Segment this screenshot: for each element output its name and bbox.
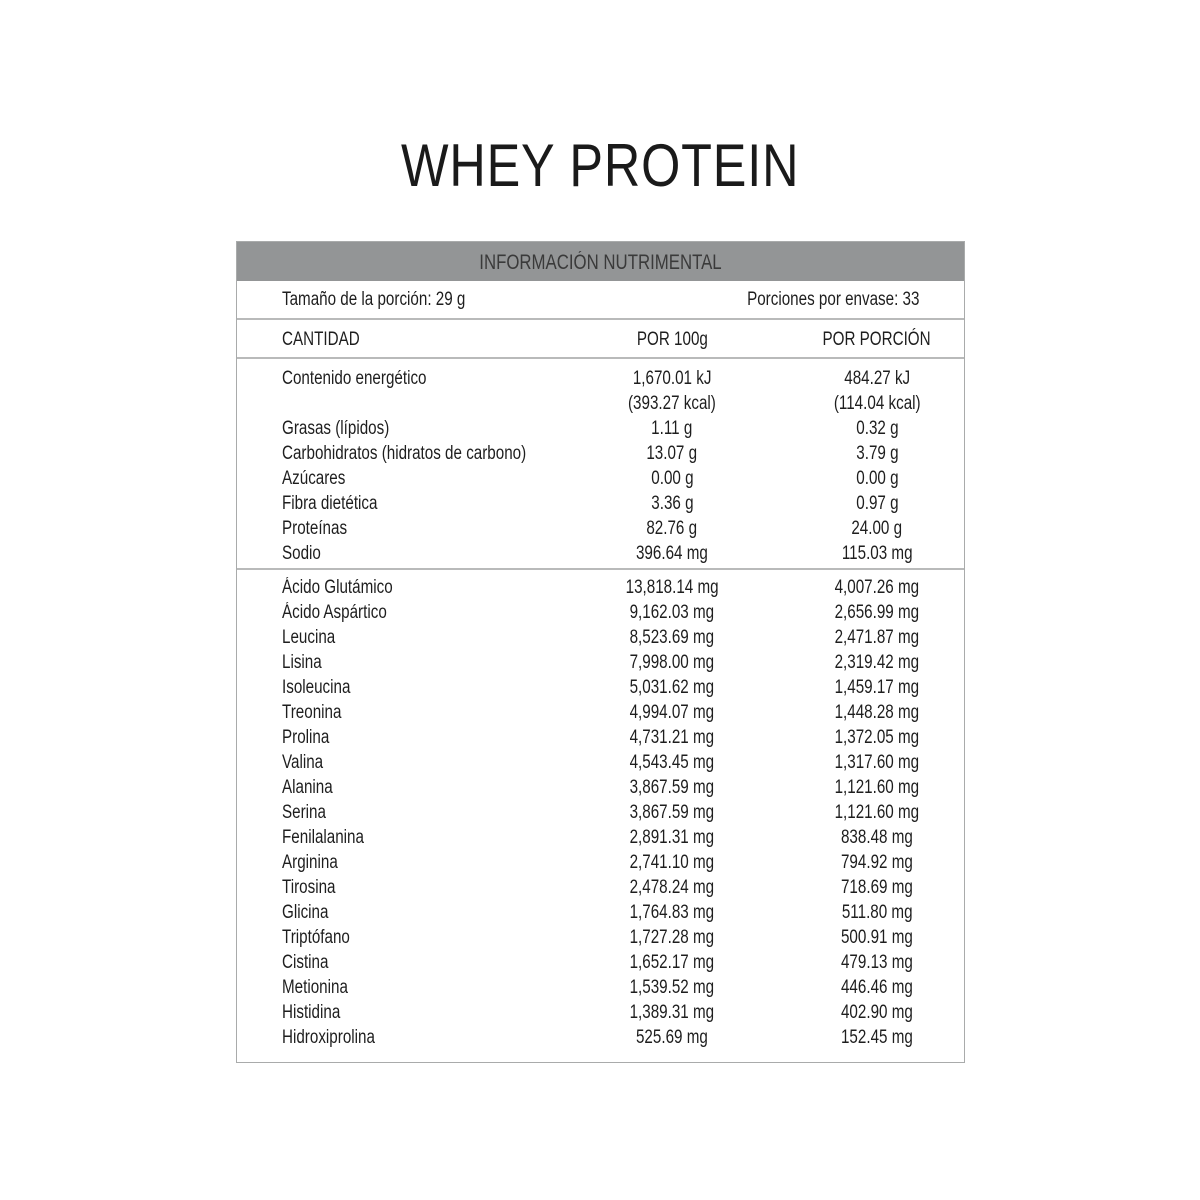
value-per-serving-kcal: (114.04 kcal): [833, 393, 921, 414]
table-row: [237, 750, 964, 775]
value-per100: 4,994.07 mg: [629, 702, 715, 723]
value-per100: 1.11 g: [651, 418, 693, 439]
table-row: [237, 825, 964, 850]
value-per100: 5,031.62 mg: [629, 677, 715, 698]
value-per100: 9,162.03 mg: [629, 602, 715, 623]
table-row: [237, 1025, 964, 1050]
table-row: [237, 466, 964, 491]
table-row: [237, 575, 964, 600]
product-title: [0, 128, 1200, 204]
nutrient-name: Leucina: [282, 627, 336, 648]
nutrient-name: Lisina: [282, 652, 322, 673]
nutrient-name: Proteínas: [282, 518, 348, 539]
column-header-cantidad: CANTIDAD: [282, 329, 360, 350]
value-per100: 4,731.21 mg: [629, 727, 715, 748]
table-row: [237, 725, 964, 750]
column-header-row: [237, 320, 964, 359]
serving-row: [237, 281, 964, 320]
value-per-serving: 1,317.60 mg: [834, 752, 920, 773]
nutrients-section: [237, 359, 964, 570]
value-per-serving: 1,459.17 mg: [834, 677, 920, 698]
nutrient-name: Histidina: [282, 1002, 341, 1023]
nutrient-name: Fibra dietética: [282, 493, 378, 514]
table-row: [237, 416, 964, 441]
table-row: [237, 366, 964, 416]
value-per100: 2,478.24 mg: [629, 877, 715, 898]
value-per100: 1,539.52 mg: [629, 977, 715, 998]
table-row: [237, 516, 964, 541]
nutrient-name: Metionina: [282, 977, 348, 998]
nutrient-name: Glicina: [282, 902, 329, 923]
nutrient-name: Sodio: [282, 543, 321, 564]
nutrient-name: Carbohidratos (hidratos de carbono): [282, 443, 527, 464]
value-per-serving: 1,372.05 mg: [834, 727, 920, 748]
value-per100: 1,670.01 kJ: [632, 368, 712, 389]
value-per-serving: 3.79 g: [855, 443, 899, 464]
nutrient-name: Alanina: [282, 777, 333, 798]
table-row: [237, 875, 964, 900]
value-per100: 1,652.17 mg: [629, 952, 715, 973]
table-row: [237, 850, 964, 875]
table-row: [237, 650, 964, 675]
table-row: [237, 925, 964, 950]
value-per-serving: 479.13 mg: [841, 952, 913, 973]
value-per-serving: 2,471.87 mg: [834, 627, 920, 648]
value-per100: 1,727.28 mg: [629, 927, 715, 948]
value-per-serving: 24.00 g: [851, 518, 903, 539]
table-row: [237, 775, 964, 800]
table-row: [237, 491, 964, 516]
value-per-serving: 446.46 mg: [841, 977, 913, 998]
table-header: INFORMACIÓN NUTRIMENTAL: [479, 251, 722, 274]
value-per-serving: 0.00 g: [855, 468, 899, 489]
value-per100: 82.76 g: [646, 518, 698, 539]
nutrient-name: Hidroxiprolina: [282, 1027, 375, 1048]
nutrient-name: Grasas (lípidos): [282, 418, 390, 439]
value-per-serving: 484.27 kJ: [844, 368, 910, 389]
table-row: [237, 675, 964, 700]
nutrient-name: Arginina: [282, 852, 338, 873]
value-per-serving: 1,121.60 mg: [834, 802, 920, 823]
column-header-per-serving: POR PORCIÓN: [822, 329, 932, 350]
nutrient-name: Isoleucina: [282, 677, 351, 698]
value-per-serving: 500.91 mg: [841, 927, 913, 948]
value-per-serving: 2,656.99 mg: [834, 602, 920, 623]
value-per100: 3.36 g: [650, 493, 694, 514]
value-per100: 1,389.31 mg: [629, 1002, 715, 1023]
amino-acids-section: [237, 570, 964, 1050]
nutrient-name: Valina: [282, 752, 324, 773]
value-per100: 7,998.00 mg: [629, 652, 715, 673]
nutrient-name: Azúcares: [282, 468, 346, 489]
nutrient-name: Fenilalanina: [282, 827, 364, 848]
value-per100: 3,867.59 mg: [629, 802, 715, 823]
product-title-text: WHEY PROTEIN: [400, 132, 800, 199]
nutrient-name: Serina: [282, 802, 326, 823]
value-per-serving: 1,448.28 mg: [834, 702, 920, 723]
table-row: [237, 950, 964, 975]
value-per-serving: 115.03 mg: [841, 543, 913, 564]
table-row: [237, 975, 964, 1000]
value-per-serving: 1,121.60 mg: [834, 777, 920, 798]
nutrient-name: Cistina: [282, 952, 329, 973]
table-row: [237, 600, 964, 625]
nutrient-name: Triptófano: [282, 927, 350, 948]
value-per100: 13,818.14 mg: [625, 577, 719, 598]
value-per100: 13.07 g: [646, 443, 698, 464]
value-per100: 2,741.10 mg: [629, 852, 715, 873]
value-per-serving: 0.32 g: [855, 418, 899, 439]
value-per-serving: 838.48 mg: [841, 827, 913, 848]
table-row: [237, 1000, 964, 1025]
value-per100: 525.69 mg: [636, 1027, 708, 1048]
nutrient-name: Ácido Aspártico: [282, 602, 387, 623]
value-per-serving: 4,007.26 mg: [834, 577, 920, 598]
value-per-serving: 402.90 mg: [841, 1002, 913, 1023]
value-per-serving: 0.97 g: [855, 493, 899, 514]
table-row: [237, 900, 964, 925]
nutrition-table: [236, 241, 965, 1063]
nutrient-name: Contenido energético: [282, 368, 427, 389]
value-per100: 3,867.59 mg: [629, 777, 715, 798]
value-per100: 2,891.31 mg: [629, 827, 715, 848]
value-per100: 0.00 g: [650, 468, 694, 489]
serving-size: Tamaño de la porción: 29 g: [282, 289, 466, 310]
column-header-per100: POR 100g: [636, 329, 708, 350]
value-per-serving: 2,319.42 mg: [834, 652, 920, 673]
table-row: [237, 625, 964, 650]
value-per-serving: 511.80 mg: [841, 902, 913, 923]
table-row: [237, 800, 964, 825]
servings-per-container: Porciones por envase: 33: [746, 289, 919, 310]
nutrient-name: Treonina: [282, 702, 342, 723]
value-per-serving: 718.69 mg: [841, 877, 913, 898]
value-per100: 8,523.69 mg: [629, 627, 715, 648]
value-per-serving: 794.92 mg: [841, 852, 913, 873]
value-per100-kcal: (393.27 kcal): [628, 393, 716, 414]
value-per100: 1,764.83 mg: [629, 902, 715, 923]
table-header-band: [237, 242, 964, 281]
nutrient-name: Tirosina: [282, 877, 336, 898]
table-row: [237, 441, 964, 466]
nutrient-name: Prolina: [282, 727, 330, 748]
table-row: [237, 700, 964, 725]
value-per-serving: 152.45 mg: [841, 1027, 913, 1048]
nutrient-name: Ácido Glutámico: [282, 577, 393, 598]
table-row: [237, 541, 964, 566]
value-per100: 4,543.45 mg: [629, 752, 715, 773]
value-per100: 396.64 mg: [636, 543, 708, 564]
